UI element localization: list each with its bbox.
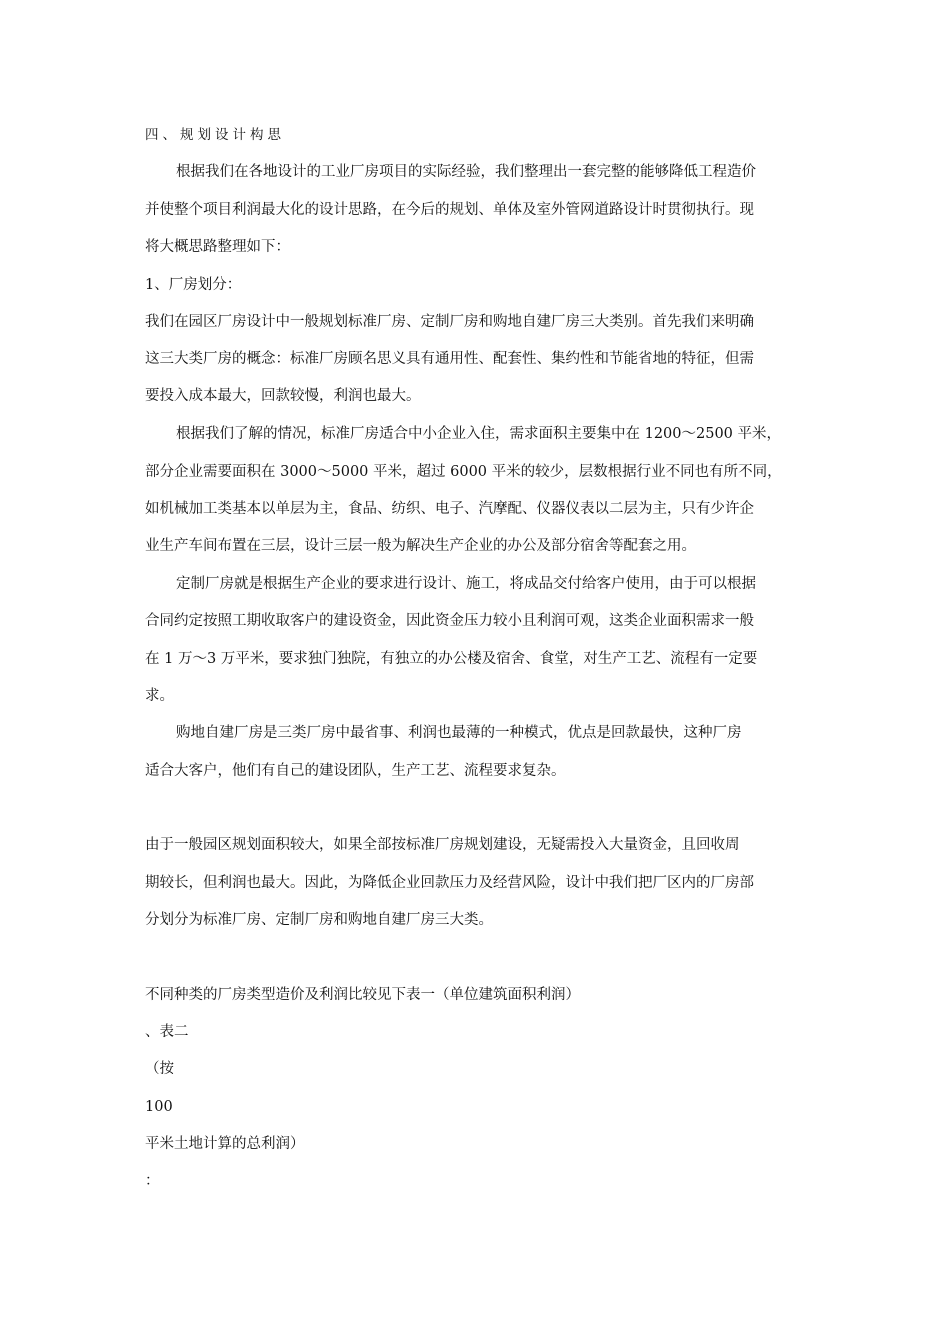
subheading: 1、厂房划分： — [145, 277, 242, 293]
paragraph-line: 要投入成本最大，回款较慢，利润也最大。 — [145, 388, 421, 404]
paragraph-line: 我们在园区厂房设计中一般规划标准厂房、定制厂房和购地自建厂房三大类别。首先我们来明确 — [145, 314, 754, 330]
paragraph-line: 期较长，但利润也最大。因此，为降低企业回款压力及经营风险，设计中我们把厂区内的厂房部 — [145, 875, 754, 891]
paragraph-line: 适合大客户，他们有自己的建设团队，生产工艺、流程要求复杂。 — [145, 763, 566, 779]
paragraph-line: 合同约定按照工期收取客户的建设资金，因此资金压力较小且利润可观，这类企业面积需求一般 — [145, 613, 754, 629]
paragraph-line: 根据我们在各地设计的工业厂房项目的实际经验，我们整理出一套完整的能够降低工程造价 — [176, 164, 756, 180]
paragraph-line: 根据我们了解的情况，标准厂房适合中小企业入住，需求面积主要集中在 1200～2500 平米， — [176, 426, 782, 442]
section-heading: 四、规划设计构思 — [145, 127, 285, 143]
paragraph-line: 由于一般园区规划面积较大，如果全部按标准厂房规划建设，无疑需投入大量资金，且回收周 — [145, 837, 740, 853]
paragraph-line: （按 — [145, 1061, 174, 1077]
paragraph-line: 不同种类的厂房类型造价及利润比较见下表一（单位建筑面积利润） — [145, 987, 580, 1003]
paragraph-line: 100 — [145, 1099, 173, 1115]
paragraph-line: 部分企业需要面积在 3000～5000 平米，超过 6000 平米的较少，层数根据行业不同也有所不同， — [145, 464, 782, 480]
paragraph-line: 、表二 — [145, 1024, 189, 1040]
paragraph-line: 购地自建厂房是三类厂房中最省事、利润也最薄的一种模式，优点是回款最快，这种厂房 — [176, 725, 742, 741]
paragraph-line: 在 1 万～3 万平米，要求独门独院，有独立的办公楼及宿舍、食堂，对生产工艺、流程有一定要 — [145, 651, 758, 667]
paragraph-line: ： — [145, 1173, 160, 1189]
paragraph-line: 将大概思路整理如下： — [145, 239, 290, 255]
paragraph-line: 如机械加工类基本以单层为主，食品、纺织、电子、汽摩配、仪器仪表以二层为主，只有少许企 — [145, 501, 754, 517]
paragraph-line: 并使整个项目利润最大化的设计思路，在今后的规划、单体及室外管网道路设计时贯彻执行。现 — [145, 202, 754, 218]
paragraph-line: 这三大类厂房的概念：标准厂房顾名思义具有通用性、配套性、集约性和节能省地的特征，但需 — [145, 351, 754, 367]
paragraph-line: 业生产车间布置在三层，设计三层一般为解决生产企业的办公及部分宿舍等配套之用。 — [145, 538, 696, 554]
paragraph-line: 求。 — [145, 688, 174, 704]
paragraph-line: 定制厂房就是根据生产企业的要求进行设计、施工，将成品交付给客户使用，由于可以根据 — [176, 576, 756, 592]
paragraph-line: 分划分为标准厂房、定制厂房和购地自建厂房三大类。 — [145, 912, 493, 928]
paragraph-line: 平米土地计算的总利润） — [145, 1136, 305, 1152]
